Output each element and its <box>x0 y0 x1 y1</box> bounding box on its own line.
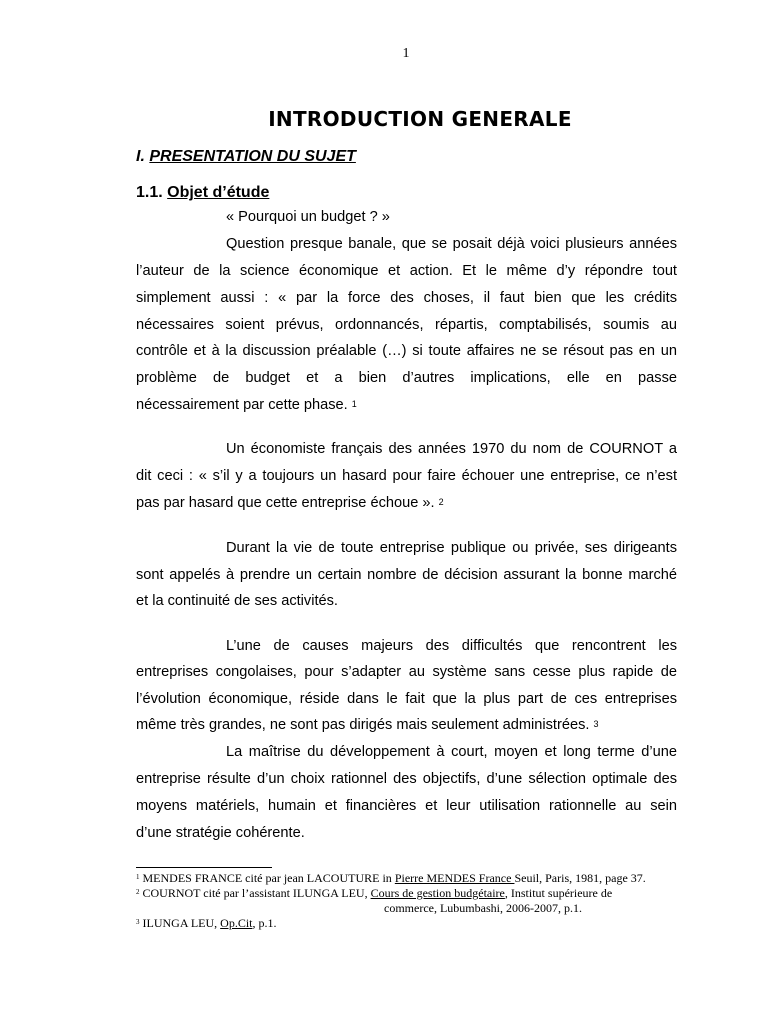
text-line: problème de budget et a bien d’autres implications, elle en passe <box>136 370 677 386</box>
section-heading <box>136 148 356 166</box>
footnote-text: Seuil, Paris, 1981, page 37. <box>514 871 646 885</box>
text-line: Question presque banale, que se posait déjà voici plusieurs années <box>226 236 677 252</box>
footnote-number: 1 <box>136 873 140 881</box>
text-line <box>136 494 444 513</box>
quote-line: « Pourquoi un budget ? » <box>226 209 390 225</box>
footnote-ref: 1 <box>351 399 357 409</box>
text-line: l’auteur de la science économique et action. Et le même d’y répondre tout <box>136 263 677 279</box>
footnote-text: , p.1. <box>252 916 277 930</box>
text-line: et la continuité de ses activités. <box>136 593 338 609</box>
text-line: d’une stratégie cohérente. <box>136 825 305 841</box>
footnote-text: MENDES FRANCE cité par jean LACOUTURE in <box>139 871 395 885</box>
text-line: contrôle et à la discussion préalable (…) si toute affaires ne se résout pas en un <box>136 343 677 359</box>
page-title: INTRODUCTION GENERALE <box>268 107 572 131</box>
subsection-number: 1.1. <box>136 184 168 201</box>
text-line: L’une de causes majeurs des difficultés que rencontrent les <box>226 638 677 654</box>
text-line: l’évolution économique, réside dans le fait que la plus part de ces entreprises <box>136 691 677 707</box>
section-number: I. <box>136 148 150 165</box>
page-number: 1 <box>402 46 410 61</box>
footnote-text: ILUNGA LEU, <box>139 916 221 930</box>
text-line <box>136 716 599 735</box>
footnote-text: COURNOT cité par l’assistant ILUNGA LEU, <box>139 886 371 900</box>
footnote-number: 3 <box>136 918 140 926</box>
footnote-ref-title: Cours de gestion budgétaire <box>370 886 505 900</box>
footnote-ref-title: Pierre MENDES France <box>394 871 515 885</box>
footnote-separator <box>136 867 272 868</box>
section-label: PRESENTATION DU SUJET <box>149 148 356 165</box>
text-line: entreprise résulte d’un choix rationnel des objectifs, d’une sélection optimale des <box>136 771 677 787</box>
footnote-ref-title: Op.Cit <box>220 916 253 930</box>
text-line: entreprises congolaises, pour s’adapter au système sans cesse plus rapide de <box>136 664 677 680</box>
text-line: simplement aussi : « par la force des choses, il faut bien que les crédits <box>136 290 677 306</box>
text-line-content: pas par hasard que cette entreprise échoue ». <box>136 495 435 511</box>
text-line-content: même très grandes, ne sont pas dirigés mais seulement administrées. <box>136 717 590 733</box>
footnote-2 <box>136 886 612 902</box>
subsection-label: Objet d’étude <box>167 184 270 201</box>
subsection-heading <box>136 184 269 202</box>
footnote-2-continuation: commerce, Lubumbashi, 2006-2007, p.1. <box>384 901 582 915</box>
text-line: moyens matériels, humain et financières et leur utilisation rationnelle au sein <box>136 798 677 814</box>
text-line-content: nécessairement par cette phase. <box>136 397 348 413</box>
text-line: dit ceci : « s’il y a toujours un hasard pour faire échouer une entreprise, ce n’est <box>136 468 677 484</box>
footnote-number: 2 <box>136 888 140 896</box>
text-line: Durant la vie de toute entreprise publique ou privée, ses dirigeants <box>226 540 677 556</box>
footnote-1 <box>136 871 646 887</box>
text-line <box>136 396 357 415</box>
text-line: nécessaires soient prévus, ordonnancés, répartis, comptabilisés, soumis au <box>136 317 677 333</box>
text-line: sont appelés à prendre un certain nombre de décision assurant la bonne marché <box>136 567 677 583</box>
text-line: La maîtrise du développement à court, moyen et long terme d’une <box>226 744 677 760</box>
footnote-ref: 2 <box>438 497 444 507</box>
text-line: Un économiste français des années 1970 du nom de COURNOT a <box>226 441 677 457</box>
footnote-text: , Institut supérieure de <box>504 886 613 900</box>
footnote-3 <box>136 916 277 932</box>
footnote-ref: 3 <box>593 719 599 729</box>
